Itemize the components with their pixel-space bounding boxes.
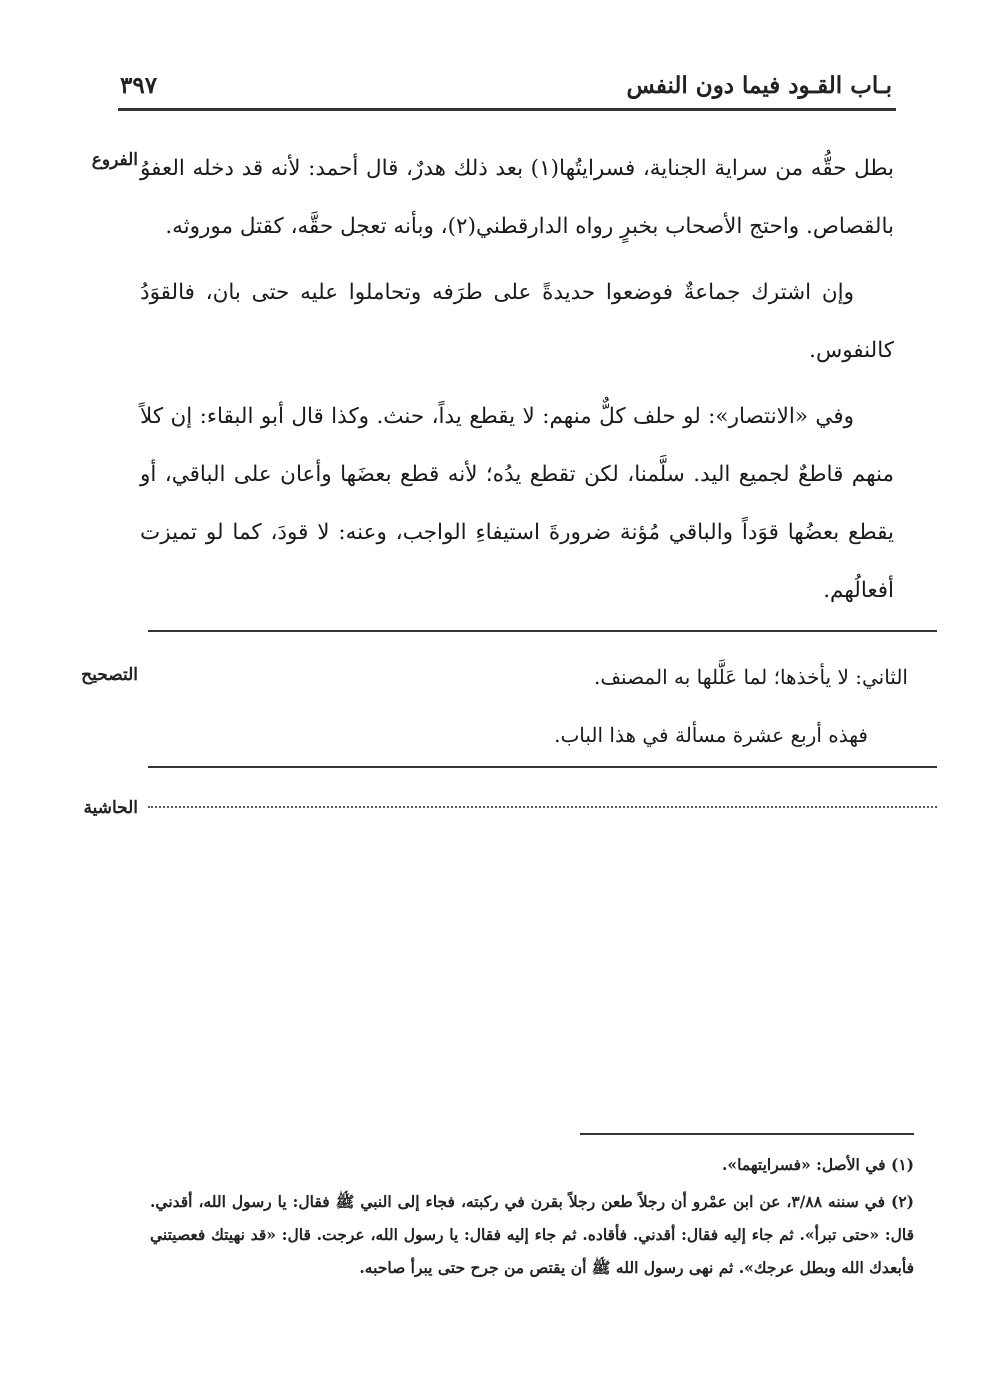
footnotes (150, 1148, 914, 1284)
side-label-furu: الفروع (91, 150, 138, 170)
main-text (140, 140, 894, 620)
main-paragraph: وإن اشترك جماعةٌ فوضعوا حديدةً على طرَفه وتحاملوا عليه حتى بان، فالقوَدُ كالنفوس. (140, 280, 894, 363)
footnote: (١) في الأصل: «فسرايتهما». (722, 1155, 914, 1174)
main-paragraph: وفي «الانتصار»: لو حلف كلٌّ منهم: لا يقطع يداً، حنث. وكذا قال أبو البقاء: إن كلاً منهم قاطعٌ لجميع اليد. سلَّمنا، لكن تقطع يدُه؛ لأنه قطع بعضَها وأعان على الباقي، أو يقطع بعضُها قوَداً والباقي مُؤنة ضرورةَ استيفاءِ الواجب، وعنه: لا قودَ، كما لو تميزت أفعالُهم. (140, 404, 894, 603)
tashih-line: فهذه أربع عشرة مسألة في هذا الباب. (554, 723, 868, 747)
footnote: (٢) في سننه ٣/٨٨، عن ابن عمْرو أن رجلاً طعن رجلاً بقرن في ركبته، فجاء إلى النبي ﷺ فقال: يا رسول الله، أقدني. قال: «حتى تبرأ». ثم جاء إليه فقال: أقدني. فأقاده. ثم جاء إليه فقال: يا رسول الله، عرجت. قال: «قد نهيتك فعصيتني فأبعدك الله وبطل عرجك». ثم نهى رسول الله ﷺ أن يقتص من جرح حتى يبرأ صاحبه. (150, 1192, 914, 1277)
tashih-line: الثاني: لا يأخذها؛ لما عَلَّلها به المصنف. (593, 665, 908, 689)
side-label-hashiya: الحاشية (83, 798, 138, 818)
section-rule (148, 630, 937, 632)
side-label-tashih: التصحيح (81, 665, 138, 685)
running-header-title: بـاب القـود فيما دون النفس (626, 72, 892, 99)
section-rule (148, 766, 937, 768)
hashiya-dotted-line (148, 806, 937, 808)
footnote-rule (580, 1133, 914, 1135)
header-rule (118, 108, 896, 111)
main-paragraph: بطل حقُّه من سراية الجناية، فسرايتُها(١) بعد ذلك هدرٌ، قال أحمد: لأنه قد دخله العفوُ بالقصاص. واحتج الأصحاب بخبرٍ رواه الدارقطني(٢)، وبأنه تعجل حقَّه، كقتل موروثه. (140, 156, 894, 239)
tashih-text (148, 648, 908, 764)
page-number: ٣٩٧ (120, 72, 158, 99)
